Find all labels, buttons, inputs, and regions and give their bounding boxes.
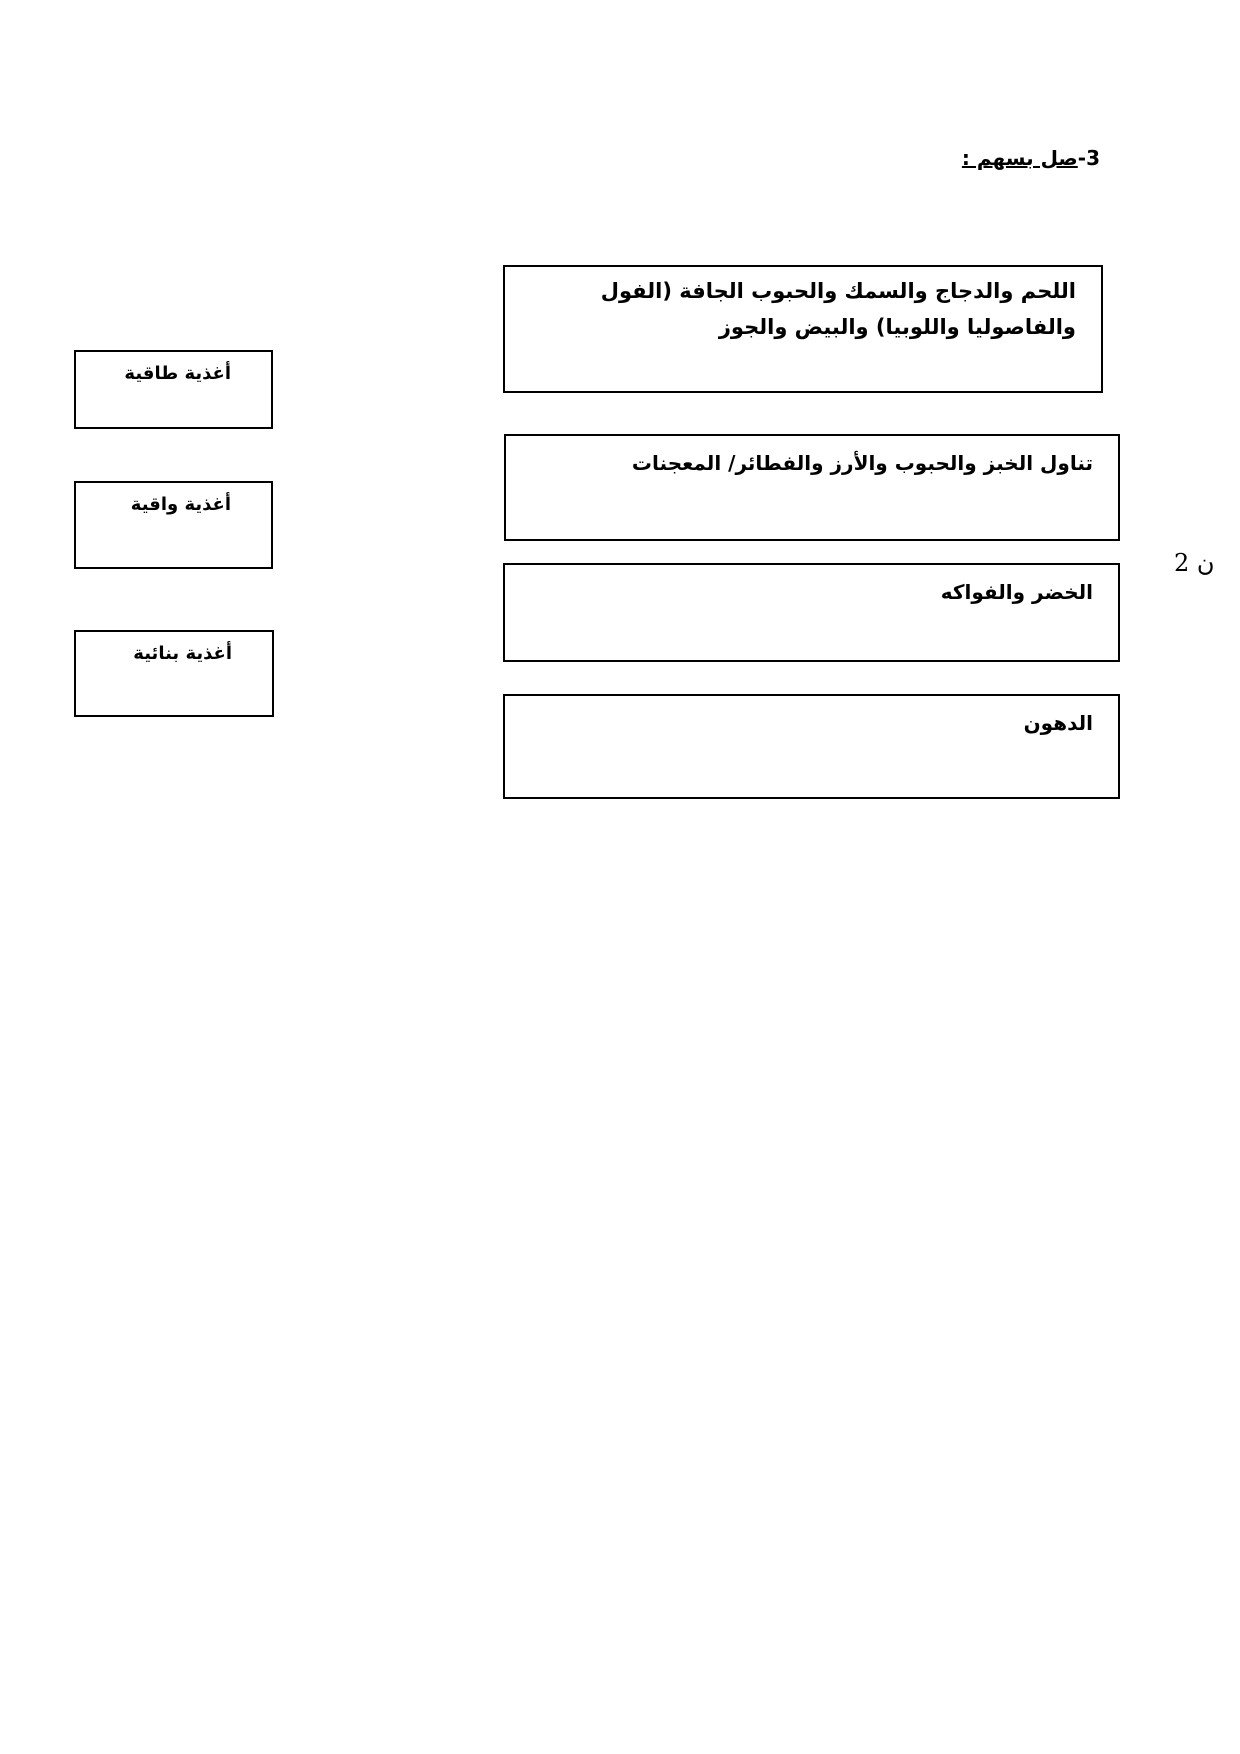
category-box-energy[interactable] [74, 350, 273, 429]
food-label: الدهون [1023, 711, 1093, 735]
question-number: 3- [1077, 146, 1100, 170]
food-label: تناول الخبز والحبوب والأرز والفطائر/ المعجنات [631, 451, 1093, 475]
category-label: أغذية واقية [130, 494, 231, 515]
category-box-building[interactable] [74, 630, 274, 717]
category-box-protective[interactable] [74, 481, 273, 569]
question-title [962, 146, 1100, 170]
category-label: أغذية طاقية [124, 363, 231, 384]
category-label: أغذية بنائية [133, 643, 232, 664]
food-box-vegetables-fruits[interactable] [503, 563, 1120, 662]
food-label: اللحم والدجاج والسمك والحبوب الجافة (الفول والفاصوليا واللوبيا) والبيض والجوز [600, 279, 1076, 339]
score-label: 2 ن [1174, 549, 1215, 577]
question-instruction: صل بسهم : [961, 146, 1078, 170]
food-label: الخضر والفواكه [940, 580, 1093, 604]
food-box-fats[interactable] [503, 694, 1120, 799]
food-box-proteins[interactable] [503, 265, 1103, 393]
food-box-grains[interactable] [504, 434, 1120, 541]
